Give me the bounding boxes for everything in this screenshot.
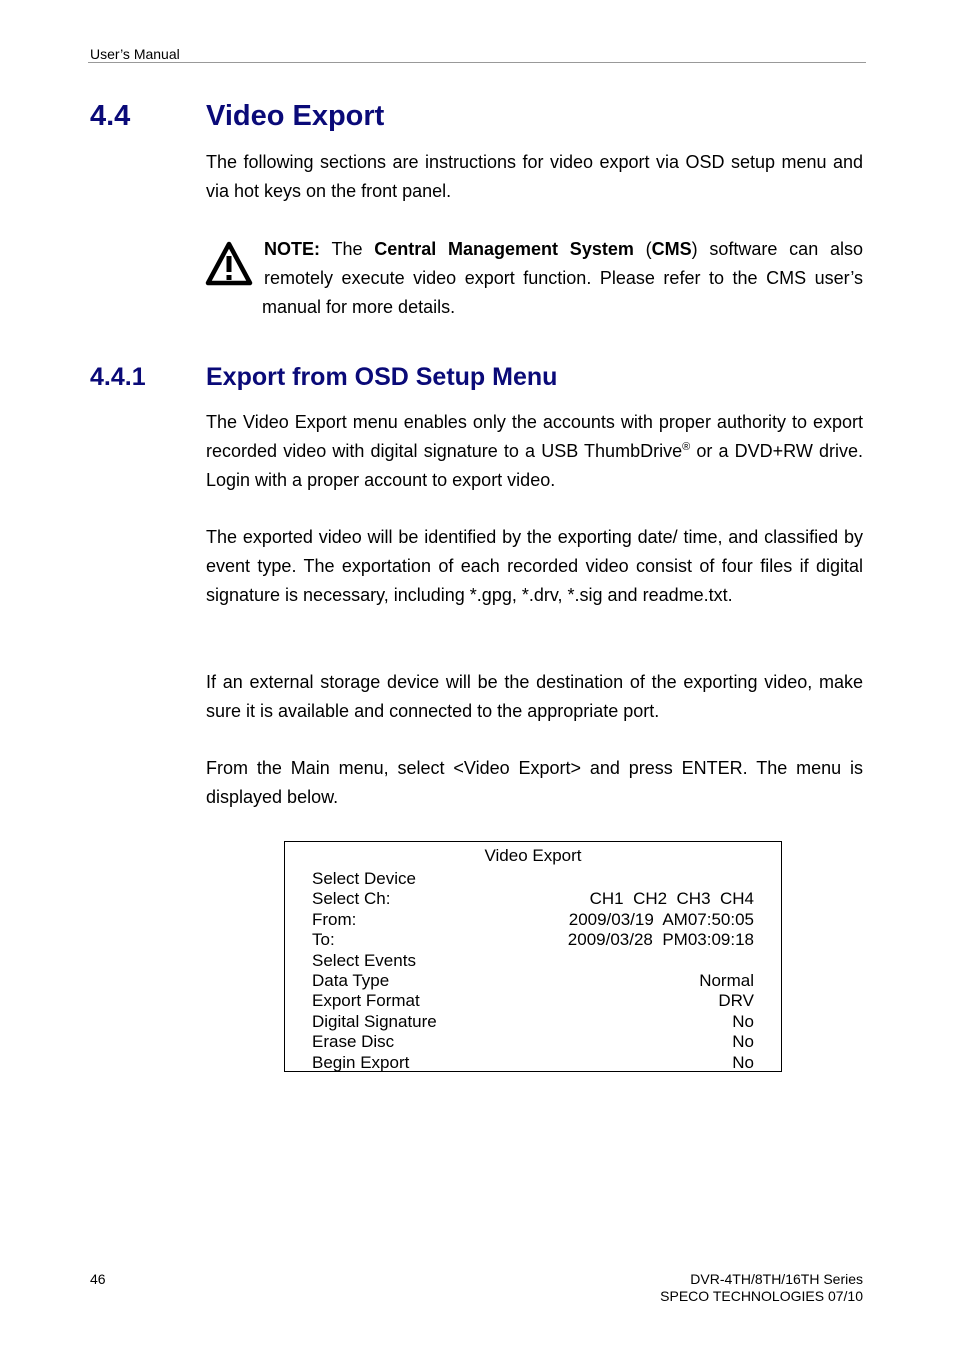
paragraph-storage-device: If an external storage device will be the destination of the exporting video, make sure it is available and connected to the appropriate port. <box>206 672 863 721</box>
menu-row-begin-export[interactable]: Begin Export No <box>312 1052 754 1072</box>
section-number: 4.4 <box>90 100 131 132</box>
note-line-3: manual for more details. <box>262 297 456 317</box>
note-line-1: NOTE: The Central Management System (CMS) software can also <box>264 239 863 259</box>
menu-title: Video Export <box>484 846 582 865</box>
menu-row-select-events[interactable]: Select Events <box>312 950 416 970</box>
header-divider <box>88 62 866 63</box>
footer-company: SPECO TECHNOLOGIES 07/10 <box>660 1288 863 1304</box>
paragraph-exported-files: The exported video will be identified by the exporting date/ time, and classified by event type. The exportation of each recorded video consist of four files if digital signature is necessary, including *.gpg, *.drv, *.sig and readme.txt. <box>206 527 863 605</box>
subsection-number: 4.4.1 <box>90 363 146 391</box>
video-export-menu <box>284 841 782 1072</box>
menu-row-data-type[interactable]: Data Type Normal <box>312 970 754 990</box>
menu-row-to[interactable]: To: 2009/03/28 PM03:09:18 <box>312 930 754 950</box>
intro-paragraph: The following sections are instructions for video export via OSD setup menu and via hot keys on the front panel. <box>206 152 863 201</box>
paragraph-main-menu: From the Main menu, select <Video Export> and press ENTER. The menu is displayed below. <box>206 758 863 807</box>
menu-row-select-device[interactable]: Select Device <box>312 869 416 888</box>
note-block <box>264 235 863 322</box>
paragraph-authority: The Video Export menu enables only the accounts with proper authority to export recorded video with digital signature to a USB ThumbDrive® or a DVD+RW drive. Login with a proper account to export video. <box>206 412 864 490</box>
subsection-title: Export from OSD Setup Menu <box>206 363 558 391</box>
warning-icon <box>205 240 253 288</box>
footer-info <box>660 1271 863 1305</box>
section-title: Video Export <box>206 100 385 132</box>
menu-row-export-format[interactable]: Export Format DRV <box>312 991 754 1011</box>
menu-rows <box>312 869 754 1073</box>
running-header: User’s Manual <box>90 46 180 62</box>
page-number: 46 <box>90 1271 106 1287</box>
cms-name: Central Management System <box>374 239 634 259</box>
note-label: NOTE: <box>264 239 320 259</box>
note-line-2: remotely execute video export function. Please refer to the CMS user’s <box>264 268 863 288</box>
menu-row-digital-signature[interactable]: Digital Signature No <box>312 1011 754 1031</box>
cms-abbr: CMS <box>651 239 692 259</box>
registered-mark: ® <box>682 441 691 453</box>
footer-series: DVR-4TH/8TH/16TH Series <box>690 1271 863 1287</box>
menu-row-erase-disc[interactable]: Erase Disc No <box>312 1032 754 1052</box>
menu-row-select-ch[interactable]: Select Ch: CH1 CH2 CH3 CH4 <box>312 889 754 909</box>
menu-row-from[interactable]: From: 2009/03/19 AM07:50:05 <box>312 909 754 929</box>
